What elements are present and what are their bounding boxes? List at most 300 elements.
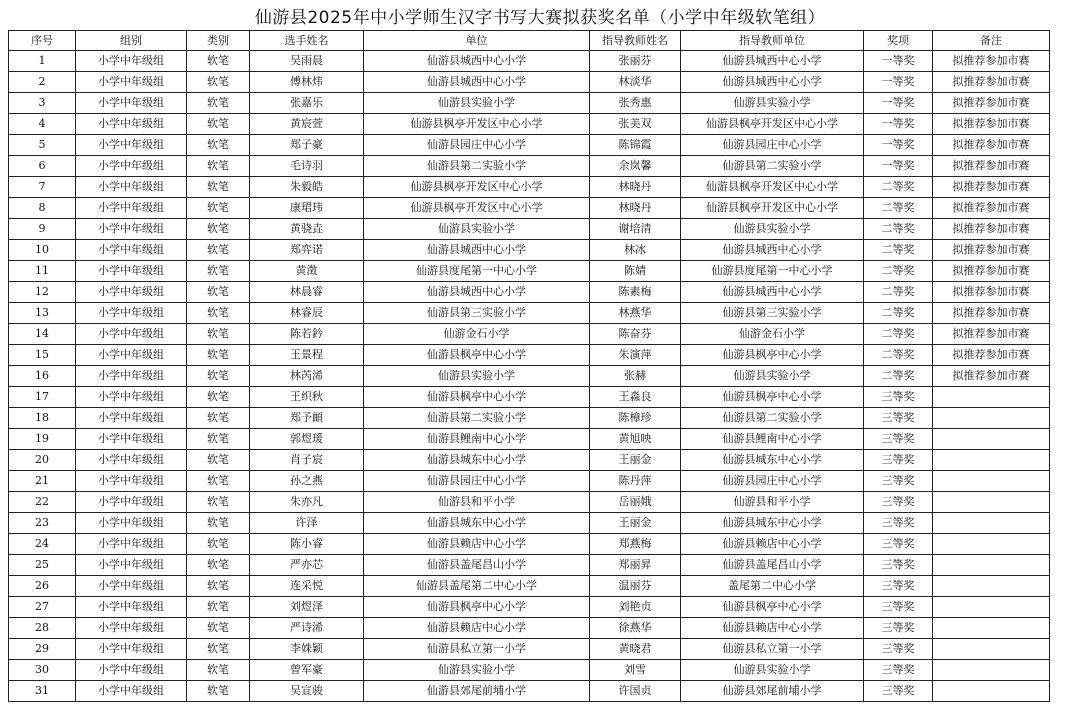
- cell-award: 三等奖: [864, 408, 933, 429]
- cell-index: 17: [9, 387, 76, 408]
- cell-teacher-unit: 仙游县枫亭开发区中心小学: [681, 177, 864, 198]
- cell-teacher-unit: 仙游县鲤南中心小学: [681, 429, 864, 450]
- cell-category: 软笔: [187, 135, 250, 156]
- cell-unit: 仙游县赖店中心小学: [364, 534, 590, 555]
- cell-group: 小学中年级组: [76, 324, 187, 345]
- cell-index: 24: [9, 534, 76, 555]
- table-row: [9, 660, 1050, 681]
- cell-group: 小学中年级组: [76, 660, 187, 681]
- table-row: [9, 177, 1050, 198]
- cell-teacher: 余岚馨: [590, 156, 681, 177]
- table-row: [9, 492, 1050, 513]
- cell-award: 三等奖: [864, 639, 933, 660]
- cell-remarks: [933, 513, 1050, 534]
- cell-remarks: 拟推荐参加市赛: [933, 261, 1050, 282]
- cell-group: 小学中年级组: [76, 282, 187, 303]
- cell-contestant: 连采悦: [250, 576, 364, 597]
- cell-remarks: [933, 660, 1050, 681]
- cell-teacher: 朱演萍: [590, 345, 681, 366]
- cell-index: 28: [9, 618, 76, 639]
- table-row: [9, 576, 1050, 597]
- cell-unit: 仙游县枫亭中心小学: [364, 597, 590, 618]
- cell-award: 二等奖: [864, 219, 933, 240]
- cell-category: 软笔: [187, 156, 250, 177]
- cell-remarks: [933, 639, 1050, 660]
- cell-remarks: [933, 555, 1050, 576]
- cell-group: 小学中年级组: [76, 198, 187, 219]
- cell-category: 软笔: [187, 198, 250, 219]
- cell-teacher: 王丽金: [590, 513, 681, 534]
- cell-contestant: 李姝颖: [250, 639, 364, 660]
- cell-teacher-unit: 仙游县实验小学: [681, 660, 864, 681]
- cell-group: 小学中年级组: [76, 576, 187, 597]
- cell-award: 二等奖: [864, 324, 933, 345]
- cell-group: 小学中年级组: [76, 261, 187, 282]
- cell-contestant: 毛诗羽: [250, 156, 364, 177]
- table-row: [9, 324, 1050, 345]
- cell-teacher-unit: 仙游金石小学: [681, 324, 864, 345]
- cell-category: 软笔: [187, 471, 250, 492]
- cell-award: 三等奖: [864, 618, 933, 639]
- table-row: [9, 345, 1050, 366]
- cell-teacher-unit: 仙游县第二实验小学: [681, 156, 864, 177]
- cell-category: 软笔: [187, 303, 250, 324]
- cell-teacher-unit: 仙游县和平小学: [681, 492, 864, 513]
- cell-teacher: 徐燕华: [590, 618, 681, 639]
- cell-teacher: 刘雪: [590, 660, 681, 681]
- cell-remarks: [933, 597, 1050, 618]
- header-teacher-unit: 指导教师单位: [681, 31, 864, 51]
- cell-contestant: 郑子豪: [250, 135, 364, 156]
- cell-unit: 仙游县园庄中心小学: [364, 135, 590, 156]
- cell-award: 三等奖: [864, 492, 933, 513]
- cell-group: 小学中年级组: [76, 555, 187, 576]
- cell-teacher: 林晓丹: [590, 198, 681, 219]
- cell-category: 软笔: [187, 282, 250, 303]
- table-row: [9, 408, 1050, 429]
- cell-contestant: 刘煜泽: [250, 597, 364, 618]
- cell-index: 18: [9, 408, 76, 429]
- header-group: 组别: [76, 31, 187, 51]
- cell-index: 21: [9, 471, 76, 492]
- cell-award: 二等奖: [864, 198, 933, 219]
- cell-group: 小学中年级组: [76, 639, 187, 660]
- header-category: 类别: [187, 31, 250, 51]
- cell-remarks: [933, 471, 1050, 492]
- cell-teacher-unit: 仙游县城西中心小学: [681, 282, 864, 303]
- cell-unit: 仙游县城西中心小学: [364, 282, 590, 303]
- cell-index: 22: [9, 492, 76, 513]
- cell-remarks: [933, 492, 1050, 513]
- cell-teacher-unit: 仙游县枫亭中心小学: [681, 387, 864, 408]
- cell-index: 31: [9, 681, 76, 702]
- cell-index: 8: [9, 198, 76, 219]
- cell-category: 软笔: [187, 639, 250, 660]
- table-row: [9, 471, 1050, 492]
- cell-contestant: 许泽: [250, 513, 364, 534]
- cell-category: 软笔: [187, 93, 250, 114]
- cell-teacher: 王淼良: [590, 387, 681, 408]
- cell-remarks: 拟推荐参加市赛: [933, 198, 1050, 219]
- cell-remarks: [933, 618, 1050, 639]
- cell-group: 小学中年级组: [76, 219, 187, 240]
- cell-category: 软笔: [187, 597, 250, 618]
- cell-teacher: 郑燕梅: [590, 534, 681, 555]
- cell-category: 软笔: [187, 429, 250, 450]
- cell-teacher-unit: 仙游县赖店中心小学: [681, 618, 864, 639]
- cell-group: 小学中年级组: [76, 240, 187, 261]
- cell-award: 三等奖: [864, 597, 933, 618]
- cell-teacher: 黄旭映: [590, 429, 681, 450]
- cell-unit: 仙游县实验小学: [364, 219, 590, 240]
- cell-contestant: 朱亦凡: [250, 492, 364, 513]
- cell-group: 小学中年级组: [76, 366, 187, 387]
- cell-remarks: 拟推荐参加市赛: [933, 156, 1050, 177]
- cell-unit: 仙游县赖店中心小学: [364, 618, 590, 639]
- cell-index: 5: [9, 135, 76, 156]
- table-row: [9, 303, 1050, 324]
- table-row: [9, 51, 1050, 72]
- cell-contestant: 郭煜瑗: [250, 429, 364, 450]
- cell-award: 一等奖: [864, 135, 933, 156]
- cell-group: 小学中年级组: [76, 471, 187, 492]
- cell-contestant: 陈若鈐: [250, 324, 364, 345]
- cell-unit: 仙游县和平小学: [364, 492, 590, 513]
- cell-teacher-unit: 仙游县度尾第一中心小学: [681, 261, 864, 282]
- cell-category: 软笔: [187, 450, 250, 471]
- cell-teacher: 许国贞: [590, 681, 681, 702]
- cell-teacher: 张美双: [590, 114, 681, 135]
- cell-contestant: 郑弈诺: [250, 240, 364, 261]
- cell-category: 软笔: [187, 618, 250, 639]
- cell-index: 16: [9, 366, 76, 387]
- cell-remarks: [933, 408, 1050, 429]
- cell-teacher-unit: 仙游县枫亭开发区中心小学: [681, 198, 864, 219]
- cell-contestant: 康珺玮: [250, 198, 364, 219]
- cell-index: 25: [9, 555, 76, 576]
- table-row: [9, 513, 1050, 534]
- cell-group: 小学中年级组: [76, 681, 187, 702]
- cell-unit: 仙游县第二实验小学: [364, 408, 590, 429]
- cell-teacher-unit: 仙游县实验小学: [681, 219, 864, 240]
- cell-unit: 仙游县私立第一小学: [364, 639, 590, 660]
- cell-unit: 仙游县城西中心小学: [364, 72, 590, 93]
- table-row: [9, 93, 1050, 114]
- cell-group: 小学中年级组: [76, 429, 187, 450]
- cell-unit: 仙游县盖尾昌山小学: [364, 555, 590, 576]
- cell-contestant: 严诗浠: [250, 618, 364, 639]
- cell-remarks: 拟推荐参加市赛: [933, 135, 1050, 156]
- cell-teacher-unit: 仙游县园庄中心小学: [681, 135, 864, 156]
- cell-contestant: 孙之燕: [250, 471, 364, 492]
- table-row: [9, 114, 1050, 135]
- cell-award: 三等奖: [864, 534, 933, 555]
- cell-teacher-unit: 仙游县城西中心小学: [681, 72, 864, 93]
- header-remarks: 备注: [933, 31, 1050, 51]
- table-row: [9, 387, 1050, 408]
- cell-teacher: 陈素梅: [590, 282, 681, 303]
- cell-award: 二等奖: [864, 240, 933, 261]
- cell-contestant: 吴宣骏: [250, 681, 364, 702]
- cell-award: 二等奖: [864, 303, 933, 324]
- cell-remarks: 拟推荐参加市赛: [933, 366, 1050, 387]
- cell-category: 软笔: [187, 576, 250, 597]
- cell-remarks: 拟推荐参加市赛: [933, 219, 1050, 240]
- cell-teacher: 张赫: [590, 366, 681, 387]
- cell-contestant: 黄骁垚: [250, 219, 364, 240]
- cell-contestant: 曾军豪: [250, 660, 364, 681]
- cell-teacher-unit: 仙游县第三实验小学: [681, 303, 864, 324]
- cell-remarks: 拟推荐参加市赛: [933, 114, 1050, 135]
- cell-category: 软笔: [187, 408, 250, 429]
- cell-teacher-unit: 仙游县枫亭中心小学: [681, 597, 864, 618]
- cell-contestant: 王景程: [250, 345, 364, 366]
- cell-remarks: [933, 450, 1050, 471]
- cell-teacher: 陈婧: [590, 261, 681, 282]
- header-contestant: 选手姓名: [250, 31, 364, 51]
- table-row: [9, 240, 1050, 261]
- cell-teacher: 温丽芬: [590, 576, 681, 597]
- cell-teacher-unit: 仙游县实验小学: [681, 93, 864, 114]
- cell-contestant: 林芮浠: [250, 366, 364, 387]
- cell-award: 一等奖: [864, 72, 933, 93]
- cell-index: 15: [9, 345, 76, 366]
- cell-group: 小学中年级组: [76, 72, 187, 93]
- cell-teacher: 黄晓君: [590, 639, 681, 660]
- cell-contestant: 傅林炜: [250, 72, 364, 93]
- cell-unit: 仙游县鲤南中心小学: [364, 429, 590, 450]
- cell-index: 29: [9, 639, 76, 660]
- cell-teacher-unit: 仙游县盖尾昌山小学: [681, 555, 864, 576]
- cell-remarks: 拟推荐参加市赛: [933, 72, 1050, 93]
- cell-contestant: 黄宸萱: [250, 114, 364, 135]
- cell-index: 7: [9, 177, 76, 198]
- cell-teacher: 陈樟珍: [590, 408, 681, 429]
- table-row: [9, 429, 1050, 450]
- cell-index: 14: [9, 324, 76, 345]
- cell-group: 小学中年级组: [76, 303, 187, 324]
- cell-group: 小学中年级组: [76, 492, 187, 513]
- cell-teacher-unit: 仙游县郊尾前埔小学: [681, 681, 864, 702]
- cell-remarks: [933, 681, 1050, 702]
- cell-remarks: [933, 429, 1050, 450]
- cell-award: 二等奖: [864, 282, 933, 303]
- cell-contestant: 郑予頔: [250, 408, 364, 429]
- cell-teacher-unit: 仙游县赖店中心小学: [681, 534, 864, 555]
- cell-unit: 仙游县枫亭开发区中心小学: [364, 177, 590, 198]
- cell-unit: 仙游县第二实验小学: [364, 156, 590, 177]
- cell-unit: 仙游县城西中心小学: [364, 240, 590, 261]
- cell-index: 6: [9, 156, 76, 177]
- cell-index: 23: [9, 513, 76, 534]
- header-index: 序号: [9, 31, 76, 51]
- cell-group: 小学中年级组: [76, 387, 187, 408]
- cell-unit: 仙游县度尾第一中心小学: [364, 261, 590, 282]
- cell-award: 一等奖: [864, 93, 933, 114]
- table-row: [9, 219, 1050, 240]
- cell-contestant: 吴雨晨: [250, 51, 364, 72]
- cell-award: 三等奖: [864, 660, 933, 681]
- cell-teacher: 林冰: [590, 240, 681, 261]
- cell-category: 软笔: [187, 72, 250, 93]
- cell-award: 一等奖: [864, 114, 933, 135]
- cell-index: 30: [9, 660, 76, 681]
- cell-index: 4: [9, 114, 76, 135]
- cell-group: 小学中年级组: [76, 345, 187, 366]
- cell-contestant: 严亦芯: [250, 555, 364, 576]
- cell-unit: 仙游县枫亭中心小学: [364, 345, 590, 366]
- cell-index: 27: [9, 597, 76, 618]
- cell-category: 软笔: [187, 261, 250, 282]
- cell-contestant: 朱毅皓: [250, 177, 364, 198]
- cell-group: 小学中年级组: [76, 93, 187, 114]
- table-row: [9, 135, 1050, 156]
- cell-contestant: 林睿辰: [250, 303, 364, 324]
- cell-teacher: 张丽芬: [590, 51, 681, 72]
- cell-unit: 仙游县枫亭开发区中心小学: [364, 114, 590, 135]
- cell-index: 20: [9, 450, 76, 471]
- cell-teacher-unit: 仙游县枫亭中心小学: [681, 345, 864, 366]
- table-row: [9, 450, 1050, 471]
- cell-teacher: 林燕华: [590, 303, 681, 324]
- table-header-row: [9, 31, 1050, 51]
- table-row: [9, 681, 1050, 702]
- cell-index: 12: [9, 282, 76, 303]
- cell-group: 小学中年级组: [76, 513, 187, 534]
- cell-unit: 仙游县城东中心小学: [364, 450, 590, 471]
- cell-teacher-unit: 仙游县第二实验小学: [681, 408, 864, 429]
- cell-group: 小学中年级组: [76, 114, 187, 135]
- cell-unit: 仙游县郊尾前埔小学: [364, 681, 590, 702]
- cell-contestant: 张嘉乐: [250, 93, 364, 114]
- cell-teacher-unit: 仙游县城东中心小学: [681, 450, 864, 471]
- cell-teacher: 郑丽昇: [590, 555, 681, 576]
- cell-unit: 仙游县实验小学: [364, 93, 590, 114]
- cell-unit: 仙游县盖尾第二中心小学: [364, 576, 590, 597]
- cell-remarks: [933, 387, 1050, 408]
- cell-category: 软笔: [187, 660, 250, 681]
- cell-index: 11: [9, 261, 76, 282]
- cell-teacher: 陈锦霞: [590, 135, 681, 156]
- cell-award: 三等奖: [864, 513, 933, 534]
- table-row: [9, 597, 1050, 618]
- cell-contestant: 黄澂: [250, 261, 364, 282]
- cell-category: 软笔: [187, 240, 250, 261]
- table-row: [9, 555, 1050, 576]
- cell-group: 小学中年级组: [76, 534, 187, 555]
- cell-group: 小学中年级组: [76, 156, 187, 177]
- cell-group: 小学中年级组: [76, 177, 187, 198]
- cell-award: 三等奖: [864, 555, 933, 576]
- cell-teacher-unit: 仙游县私立第一小学: [681, 639, 864, 660]
- header-teacher: 指导教师姓名: [590, 31, 681, 51]
- cell-teacher: 王丽金: [590, 450, 681, 471]
- cell-category: 软笔: [187, 534, 250, 555]
- cell-unit: 仙游县第三实验小学: [364, 303, 590, 324]
- cell-remarks: 拟推荐参加市赛: [933, 324, 1050, 345]
- cell-award: 三等奖: [864, 471, 933, 492]
- cell-contestant: 王织秋: [250, 387, 364, 408]
- cell-unit: 仙游县实验小学: [364, 660, 590, 681]
- cell-remarks: 拟推荐参加市赛: [933, 345, 1050, 366]
- cell-award: 二等奖: [864, 345, 933, 366]
- cell-index: 26: [9, 576, 76, 597]
- header-unit: 单位: [364, 31, 590, 51]
- cell-unit: 仙游县枫亭中心小学: [364, 387, 590, 408]
- cell-remarks: 拟推荐参加市赛: [933, 177, 1050, 198]
- cell-teacher-unit: 仙游县园庄中心小学: [681, 471, 864, 492]
- cell-category: 软笔: [187, 177, 250, 198]
- cell-index: 13: [9, 303, 76, 324]
- cell-group: 小学中年级组: [76, 450, 187, 471]
- cell-index: 10: [9, 240, 76, 261]
- cell-teacher-unit: 仙游县实验小学: [681, 366, 864, 387]
- cell-group: 小学中年级组: [76, 135, 187, 156]
- cell-teacher: 林淡华: [590, 72, 681, 93]
- cell-category: 软笔: [187, 114, 250, 135]
- cell-index: 3: [9, 93, 76, 114]
- cell-remarks: 拟推荐参加市赛: [933, 303, 1050, 324]
- award-table: [8, 30, 1050, 702]
- cell-category: 软笔: [187, 387, 250, 408]
- cell-award: 三等奖: [864, 450, 933, 471]
- cell-teacher: 岳丽娥: [590, 492, 681, 513]
- cell-teacher: 张秀惠: [590, 93, 681, 114]
- cell-contestant: 林晨睿: [250, 282, 364, 303]
- cell-award: 二等奖: [864, 366, 933, 387]
- table-row: [9, 366, 1050, 387]
- cell-group: 小学中年级组: [76, 51, 187, 72]
- cell-remarks: 拟推荐参加市赛: [933, 93, 1050, 114]
- cell-teacher: 谢培清: [590, 219, 681, 240]
- cell-group: 小学中年级组: [76, 618, 187, 639]
- cell-teacher: 陈丹萍: [590, 471, 681, 492]
- cell-contestant: 陈小睿: [250, 534, 364, 555]
- cell-award: 二等奖: [864, 177, 933, 198]
- cell-remarks: [933, 576, 1050, 597]
- cell-teacher-unit: 仙游县城西中心小学: [681, 51, 864, 72]
- cell-teacher-unit: 仙游县城西中心小学: [681, 240, 864, 261]
- cell-category: 软笔: [187, 345, 250, 366]
- table-row: [9, 261, 1050, 282]
- cell-remarks: 拟推荐参加市赛: [933, 282, 1050, 303]
- table-row: [9, 639, 1050, 660]
- cell-group: 小学中年级组: [76, 597, 187, 618]
- cell-unit: 仙游县实验小学: [364, 366, 590, 387]
- cell-index: 9: [9, 219, 76, 240]
- cell-award: 一等奖: [864, 156, 933, 177]
- cell-award: 三等奖: [864, 681, 933, 702]
- cell-award: 三等奖: [864, 429, 933, 450]
- cell-unit: 仙游县枫亭开发区中心小学: [364, 198, 590, 219]
- cell-teacher: 林晓丹: [590, 177, 681, 198]
- cell-index: 2: [9, 72, 76, 93]
- cell-index: 19: [9, 429, 76, 450]
- cell-category: 软笔: [187, 51, 250, 72]
- table-row: [9, 156, 1050, 177]
- cell-teacher-unit: 盖尾第二中心小学: [681, 576, 864, 597]
- document-title: 仙游县2025年中小学师生汉字书写大赛拟获奖名单（小学中年级软笔组）: [254, 8, 826, 28]
- cell-unit: 仙游县城西中心小学: [364, 51, 590, 72]
- table-row: [9, 72, 1050, 93]
- cell-unit: 仙游县城东中心小学: [364, 513, 590, 534]
- cell-category: 软笔: [187, 681, 250, 702]
- cell-award: 三等奖: [864, 576, 933, 597]
- cell-teacher-unit: 仙游县城东中心小学: [681, 513, 864, 534]
- cell-category: 软笔: [187, 513, 250, 534]
- cell-teacher: 陈奋芬: [590, 324, 681, 345]
- cell-remarks: 拟推荐参加市赛: [933, 240, 1050, 261]
